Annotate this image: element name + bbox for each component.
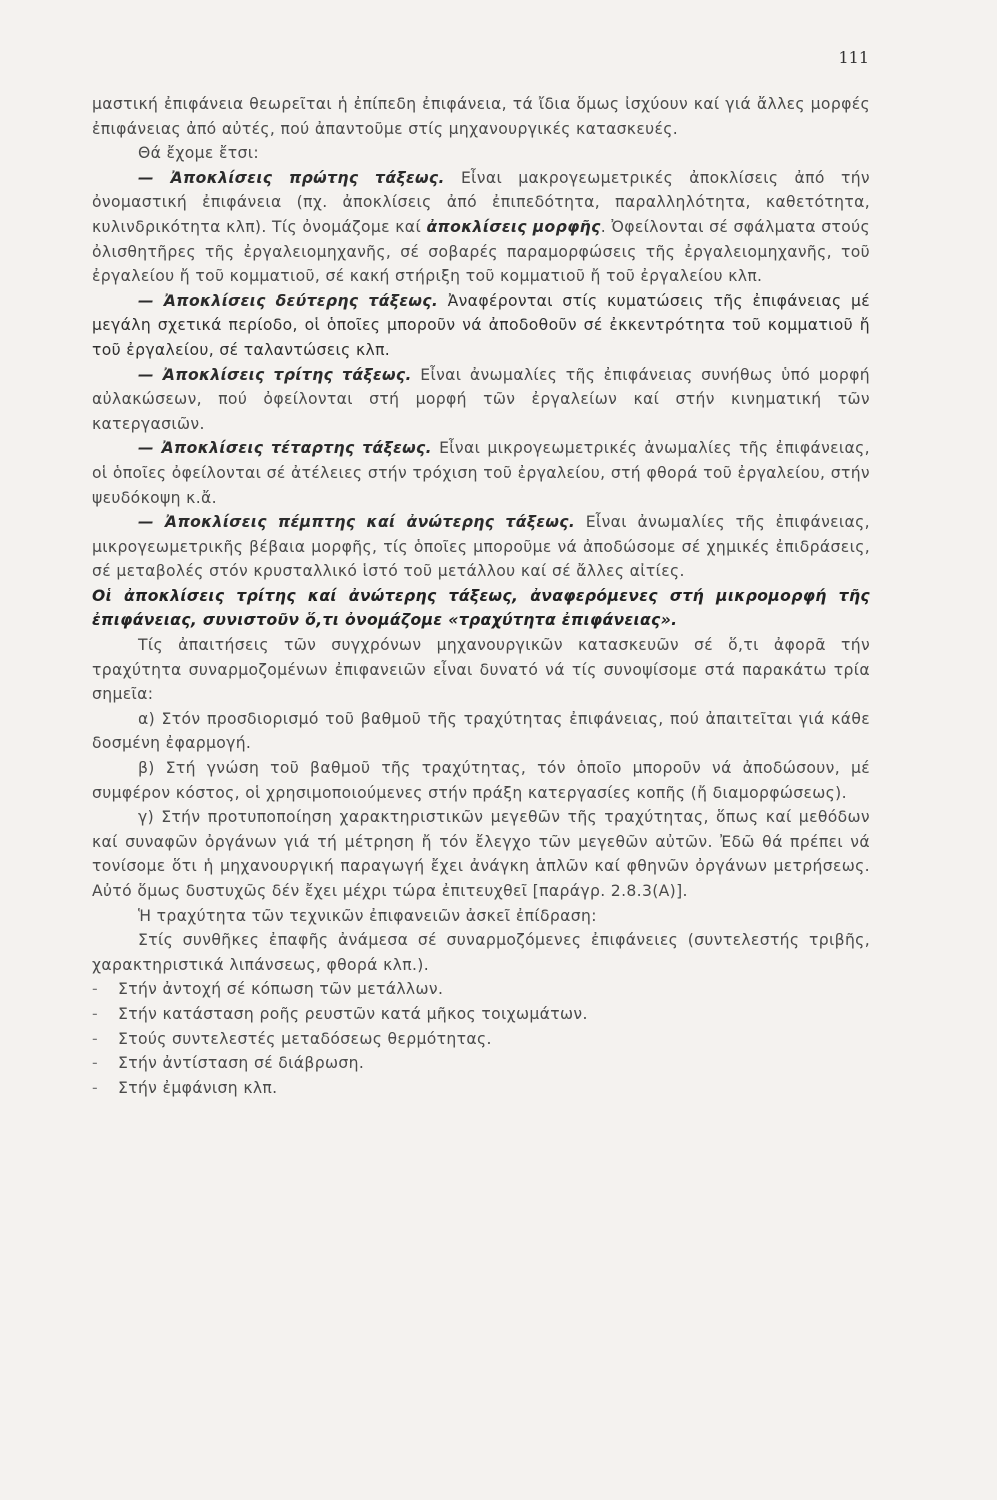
fifth-order-heading: — Ἀποκλίσεις πέμπτης καί ἀνώτερης τάξεως. (138, 513, 576, 532)
form-deviations-term: ἀποκλίσεις μορφῆς (426, 217, 601, 236)
list-item: - Στήν ἐμφάνιση κλπ. (92, 1076, 870, 1101)
paragraph-requirements: Τίς ἀπαιτήσεις τῶν συγχρόνων μηχανουργικῶν κατασκευῶν σέ ὅ,τι ἀφορᾶ τήν τραχύτητα συναρμοζομένων ἐπιφανειῶν εἶναι δυνατό νά τίς συνοψίσομε στά παρακάτω τρία σημεῖα: (92, 636, 870, 704)
paragraph-fourth-order (92, 436, 870, 510)
first-order-heading: — Ἀποκλίσεις πρώτης τάξεως. (138, 168, 445, 187)
fourth-order-heading: — Ἀποκλίσεις τέταρτης τάξεως. (138, 439, 432, 458)
list-item: - Στήν ἀντοχή σέ κόπωση τῶν μετάλλων. (92, 977, 870, 1002)
fourth-order-text: Εἶναι μικρογεωμετρικές ἀνωμαλίες τῆς ἐπιφάνειας, οἱ ὁποῖες ὀφείλονται σέ ἀτέλειες στήν τρόχιση τοῦ ἐργαλείου, στή φθορά τοῦ ἐργαλείου, στήν ψευδόκοψη κ.ἄ. (92, 439, 870, 507)
paragraph-contact: Στίς συνθῆκες ἐπαφῆς ἀνάμεσα σέ συναρμοζόμενες ἐπιφάνειες (συντελεστής τριβῆς, χαρακτηριστικά λιπάνσεως, φθορά κλπ.). (92, 931, 870, 974)
requirement-gamma: γ) Στήν προτυποποίηση χαρακτηριστικῶν μεγεθῶν τῆς τραχύτητας, ὅπως καί μεθόδων καί συναφῶν ὀργάνων γιά τή μέτρηση ἤ τόν ἔλεγχο τῶν μεγεθῶν αὐτῶν. Ἐδῶ θά πρέπει νά τονίσομε ὅτι ἡ μηχανουργική παραγωγή ἔχει ἀνάγκη ἁπλῶν καί φθηνῶν ὀργάνων μετρήσεως. Αὐτό ὅμως δυστυχῶς δέν ἔχει μέχρι τώρα ἐπιτευχθεῖ [παράγρ. 2.8.3(Α)]. (92, 808, 870, 900)
third-order-text: Εἶναι ἀνωμαλίες τῆς ἐπιφάνειας συνήθως ὑπό μορφή αὐλακώσεων, πού ὀφείλονται στή μορφή τῶν ἐργαλείων καί στήν κινηματική τῶν κατεργασιῶν. (92, 365, 870, 433)
second-order-heading: — Ἀποκλίσεις δεύτερης τάξεως. (138, 291, 439, 310)
requirement-alpha: α) Στόν προσδιορισμό τοῦ βαθμοῦ τῆς τραχύτητας ἐπιφάνειας, πού ἀπαιτεῖται γιά κάθε δοσμένη ἐφαρμογή. (92, 709, 870, 753)
list-item: - Στήν κατάσταση ροῆς ρευστῶν κατά μῆκος τοιχωμάτων. (92, 1002, 870, 1027)
paragraph-influence: Ἡ τραχύτητα τῶν τεχνικῶν ἐπιφανειῶν ἀσκεῖ ἐπίδραση: (138, 906, 597, 925)
roughness-definition: Οἱ ἀποκλίσεις τρίτης καί ἀνώτερης τάξεως, ἀναφερόμενες στή μικρομορφή τῆς ἐπιφάνειας, συνιστοῦν ὅ,τι ὀνομάζομε «τραχύτητα ἐπιφάνειας». (92, 586, 870, 630)
paragraph-second-order (92, 289, 870, 363)
second-order-text: Ἀναφέρονται στίς κυματώσεις τῆς ἐπιφάνειας μέ μεγάλη σχετικά περίοδο, οἱ ὁποῖες μποροῦν νά ἀποδοθοῦν σέ ἐκκεντρότητα τοῦ κομματιοῦ ἤ τοῦ ἐργαλείου, σέ ταλαντώσεις κλπ. (92, 291, 870, 359)
paragraph-intro: μαστική ἐπιφάνεια θεωρεῖται ἡ ἐπίπεδη ἐπιφάνεια, τά ἴδια ὅμως ἰσχύουν καί γιά ἄλλες μορφές ἐπιφάνειας ἀπό αὐτές, πού ἀπαντοῦμε στίς μηχανουργικές κατασκευές. (92, 95, 870, 138)
list-item: - Στήν ἀντίσταση σέ διάβρωση. (92, 1051, 870, 1076)
paragraph-fifth-order (92, 510, 870, 584)
first-order-text-a: Εἶναι μακρογεωμετρικές ἀποκλίσεις ἀπό τήν ὀνομαστική ἐπιφάνεια (πχ. ἀποκλίσεις ἀπό ἐπιπεδότητα, παραλληλότητα, καθετότητα, κυλινδρικότητα κλπ). Τίς ὀνομάζομε καί (92, 168, 870, 236)
paragraph-thus: Θά ἔχομε ἔτσι: (138, 144, 259, 163)
influence-list (92, 977, 870, 1100)
list-item: - Στούς συντελεστές μεταδόσεως θερμότητας. (92, 1027, 870, 1052)
paragraph-first-order (92, 166, 870, 289)
page-body (92, 92, 870, 1100)
requirement-beta: β) Στή γνώση τοῦ βαθμοῦ τῆς τραχύτητας, τόν ὁποῖο μποροῦν νά ἀποδώσουν, μέ συμφέρον κόστος, οἱ χρησιμοποιούμενες στήν πράξη κατεργασίες κοπῆς (ἤ διαμορφώσεως). (92, 759, 870, 802)
paragraph-third-order (92, 363, 870, 437)
fifth-order-text: Εἶναι ἀνωμαλίες τῆς ἐπιφάνειας, μικρογεωμετρικῆς βέβαια μορφῆς, τίς ὁποῖες μποροῦμε νά ἀποδώσομε σέ χημικές ἐπιδράσεις, σέ μεταβολές στόν κρυσταλλικό ἱστό τοῦ μετάλλου καί σέ ἄλλες αἰτίες. (92, 513, 870, 581)
third-order-heading: — Ἀποκλίσεις τρίτης τάξεως. (138, 365, 412, 384)
page-number: 111 (838, 48, 869, 67)
first-order-text-b: . Ὀφείλονται σέ σφάλματα στούς ὀλισθητῆρες τῆς ἐργαλειομηχανῆς, σέ σοβαρές παραμορφώσεις τῆς ἐργαλειομηχανῆς, τοῦ ἐργαλείου ἤ τοῦ κομματιοῦ, σέ κακή στήριξη τοῦ κομματιοῦ ἤ τοῦ ἐργαλείου κλπ. (92, 217, 870, 286)
